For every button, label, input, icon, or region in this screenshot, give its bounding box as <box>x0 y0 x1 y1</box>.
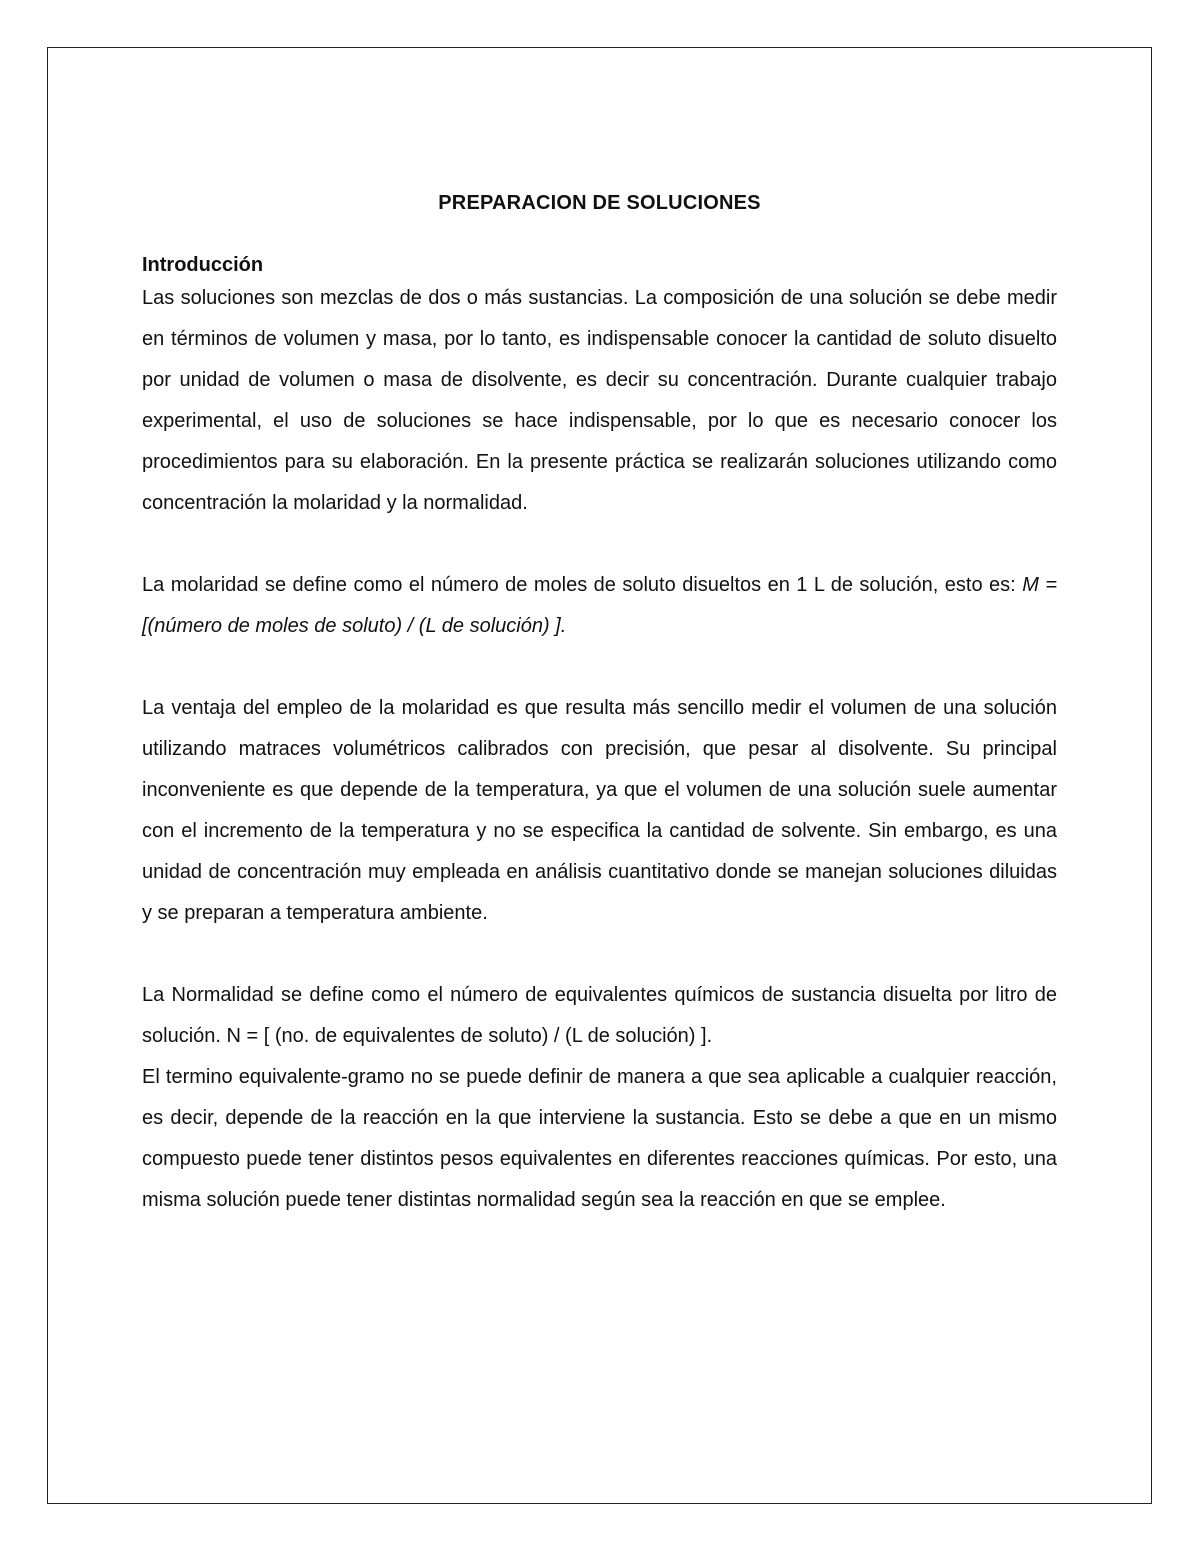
document-title: PREPARACION DE SOLUCIONES <box>438 192 761 214</box>
document-body <box>142 186 1057 1221</box>
molarity-lead-text: La molaridad se define como el número de moles de soluto disueltos en 1 L de solución, esto es: <box>142 574 1023 596</box>
paragraph-molarity-advantage: La ventaja del empleo de la molaridad es que resulta más sencillo medir el volumen de una solución utilizando matraces volumétricos calibrados con precisión, que pesar al disolvente. Su principal inconveniente es que depende de la temperatura, ya que el volumen de una solución suele aumentar con el incremento de la temperatura y no se especifica la cantidad de solvente. Sin embargo, es una unidad de concentración muy empleada en análisis cuantitativo donde se manejan soluciones diluidas y se preparan a temperatura ambiente. <box>142 697 1057 924</box>
paragraph-spacer <box>142 524 1057 565</box>
paragraph-intro: Las soluciones son mezclas de dos o más sustancias. La composición de una solución se debe medir en términos de volumen y masa, por lo tanto, es indispensable conocer la cantidad de soluto disuelto por unidad de volumen o masa de disolvente, es decir su concentración. Durante cualquier trabajo experimental, el uso de soluciones se hace indispensable, por lo que es necesario conocer los procedimientos para su elaboración. En la presente práctica se realizarán soluciones utilizando como concentración la molaridad y la normalidad. <box>142 287 1057 514</box>
paragraph-normality-definition: La Normalidad se define como el número de equivalentes químicos de sustancia disuelta por litro de solución. N = [ (no. de equivalentes de soluto) / (L de solución) ]. <box>142 984 1057 1047</box>
paragraph-equivalent-gram: El termino equivalente-gramo no se puede definir de manera a que sea aplicable a cualquier reacción, es decir, depende de la reacción en la que interviene la sustancia. Esto se debe a que en un mismo compuesto puede tener distintos pesos equivalentes en diferentes reacciones químicas. Por esto, una misma solución puede tener distintas normalidad según sea la reacción en que se emplee. <box>142 1066 1057 1211</box>
molarity-formula: M = [(número de moles de soluto) / (L de solución) ]. <box>142 574 1057 637</box>
paragraph-molarity-definition <box>142 565 1057 647</box>
paragraph-spacer <box>142 934 1057 975</box>
section-heading-introduccion: Introducción <box>142 254 264 276</box>
paragraph-spacer <box>142 647 1057 688</box>
